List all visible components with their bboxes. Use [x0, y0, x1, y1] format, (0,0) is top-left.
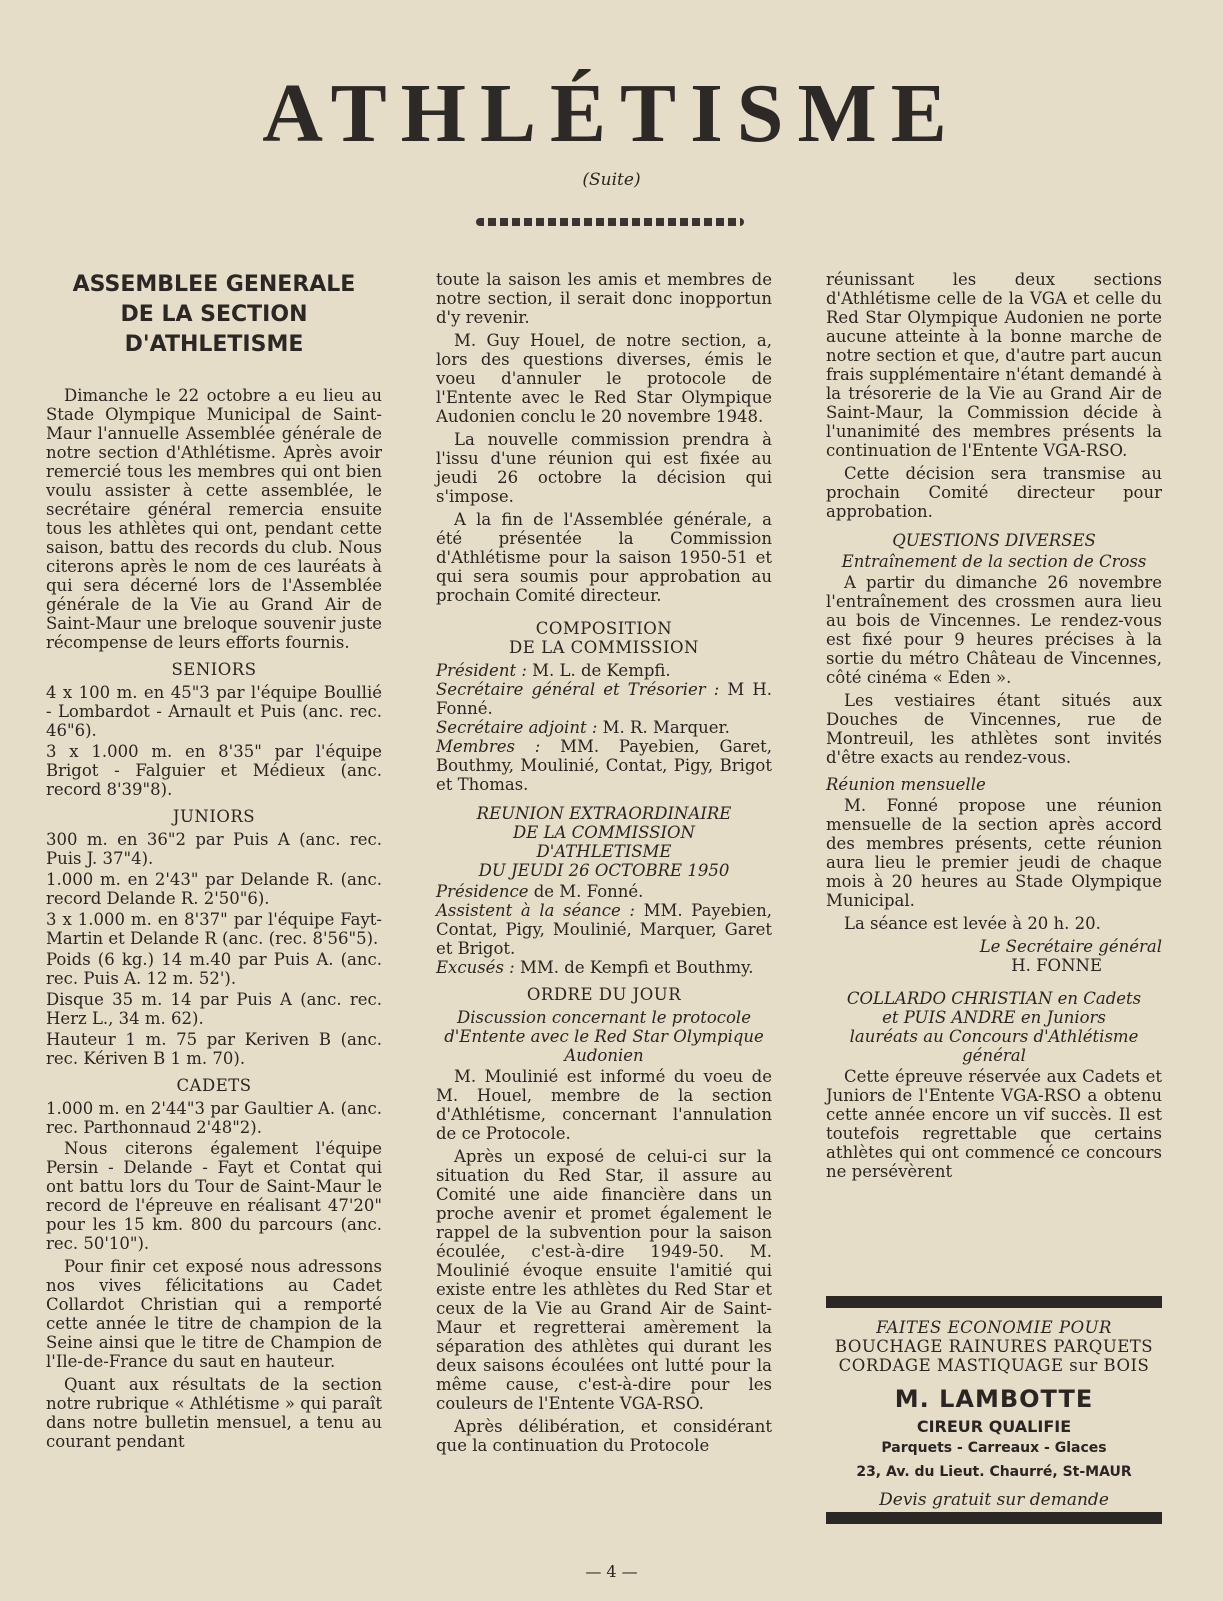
intro-paragraph: Dimanche le 22 octobre a eu lieu au Stade Olympique Municipal de Saint-Maur l'annuelle Assemblée générale de notre section d'Athlétisme. Après avoir remercié tous les membres qui ont bien voulu assister à cette assemblée, le secrétaire général remercia ensuite tous les athlètes qui ont, pendant cette saison, battu des records du club. Nous citerons après le nom de ces lauréats à qui sera décerné lors de l'Assemblée générale de la Vie au Grand Air de Saint-Maur une breloque souvenir juste récompense de leurs efforts fournis.: [46, 386, 382, 652]
excused-line: Excusés : MM. de Kempfi et Bouthmy.: [436, 958, 754, 977]
column-2: [436, 270, 772, 1459]
section-title: ASSEMBLEE GENERALE DE LA SECTION D'ATHLETISME: [72, 272, 356, 357]
adjoint-line: Secrétaire adjoint : M. R. Marquer.: [436, 718, 730, 737]
expose-paragraph: Après un exposé de celui-ci sur la situation du Red Star, il assure au Comité une aide financière dans un proche avenir et promet également le rappel de la subvention pour la saison écoulée, c'est-à-dire 1949-50. M. Moulinié évoque ensuite l'amitié qui existe entre les athlètes du Red Star et ceux de la Vie au Grand Air de Saint-Maur et regretterai amèrement la séparation des athlètes qui durant les deux saisons écoulées ont lutté pour la même cause, c'est-à-dire pour les couleurs de l'Entente VGA-RSO.: [436, 1147, 772, 1413]
cadets-record: 1.000 m. en 2'44"3 par Gaultier A. (anc. rec. Parthonnaud 2'48"2).: [46, 1099, 382, 1137]
president-line: Président : M. L. de Kempfi.: [436, 661, 671, 680]
meeting-heading: D'ATHLETISME: [536, 842, 672, 861]
ad-address: 23, Av. du Lieut. Chaurré, St-MAUR: [856, 1464, 1132, 1480]
juniors-heading: JUNIORS: [172, 807, 256, 826]
ad-service-line: CORDAGE MASTIQUAGE sur BOIS: [838, 1356, 1150, 1375]
laureates-heading: général: [962, 1046, 1026, 1065]
laureates-heading: COLLARDO CHRISTIAN en Cadets: [846, 989, 1142, 1008]
fonne-paragraph: M. Fonné propose une réunion mensuelle de la section après accord des membres présents, cette réunion aura lieu le premier jeudi de chaque mois à 20 heures au Stade Olympique Municipal.: [826, 796, 1162, 910]
meeting-heading: DU JEUDI 26 OCTOBRE 1950: [478, 861, 730, 880]
continued-paragraph: toute la saison les amis et membres de notre section, il serait donc inopportun d'y revenir.: [436, 270, 772, 327]
column-3: [826, 270, 1162, 1185]
page-title: ATHLÉTISME: [262, 67, 961, 160]
advertisement-box: [826, 1296, 1162, 1524]
juniors-record: 3 x 1.000 m. en 8'37" par l'équipe Fayt-Martin et Delande R (anc. (rec. 8'56"5).: [46, 910, 382, 948]
deliberation-paragraph: Après délibération, et considérant que la continuation du Protocole: [436, 1417, 772, 1455]
members-line: Membres : MM. Payebien, Garet, Bouthmy, Moulinié, Contat, Pigy, Brigot et Thomas.: [436, 737, 772, 794]
moulinie-paragraph: M. Moulinié est informé du voeu de M. Houel, membre de la section d'Athlétisme, concernant l'annulation de ce Protocole.: [436, 1067, 772, 1143]
discussion-heading: Discussion concernant le protocole d'Entente avec le Red Star Olympique Audonien: [444, 1008, 764, 1065]
juniors-record: 1.000 m. en 2'43" par Delande R. (anc. record Delande R. 2'50"6).: [46, 870, 382, 908]
laureates-heading: et PUIS ANDRE en Juniors: [882, 1008, 1106, 1027]
agenda-heading: ORDRE DU JOUR: [526, 985, 682, 1004]
attendees-line: Assistent à la séance : MM. Payebien, Contat, Pigy, Moulinié, Marquer, Garet et Brigot.: [436, 901, 772, 958]
ad-footer: Devis gratuit sur demande: [879, 1490, 1109, 1510]
laureates-heading: lauréats au Concours d'Athlétisme: [849, 1027, 1139, 1046]
signature-name: H. FONNE: [1011, 956, 1102, 975]
ad-headline: FAITES ECONOMIE POUR: [876, 1318, 1112, 1337]
seance-paragraph: La séance est levée à 20 h. 20.: [844, 914, 1101, 933]
composition-heading: COMPOSITION: [535, 619, 673, 638]
juniors-record: Disque 35 m. 14 par Puis A (anc. rec. Herz L., 34 m. 62).: [46, 990, 382, 1028]
meeting-heading: REUNION EXTRAORDINAIRE: [476, 804, 732, 823]
results-paragraph: Quant aux résultats de la section notre rubrique « Athlétisme » qui paraît dans notre bulletin mensuel, a tenu au courant pendant: [46, 1375, 382, 1451]
seniors-record: 4 x 100 m. en 45"3 par l'équipe Boullié - Lombardot - Arnault et Puis (anc. rec. 46"6).: [46, 683, 382, 740]
ad-services: Parquets - Carreaux - Glaces: [881, 1440, 1107, 1456]
meeting-heading: DE LA COMMISSION: [513, 823, 695, 842]
houel-paragraph: M. Guy Houel, de notre section, a, lors des questions diverses, émis le voeu d'annuler le protocole de l'Entente avec le Red Star Olympique Audonien conclu le 20 novembre 1948.: [436, 331, 772, 426]
seniors-record: 3 x 1.000 m. en 8'35" par l'équipe Brigot - Falguier et Médieux (anc. record 8'39"8).: [46, 742, 382, 799]
ad-service-line: BOUCHAGE RAINURES PARQUETS: [834, 1337, 1154, 1356]
epreuve-paragraph: Cette épreuve réservée aux Cadets et Juniors de l'Entente VGA-RSO a obtenu cette année encore un vif succès. Il est toutefois regrettable que certains athlètes qui ont commencé ce concours ne persévèrent: [826, 1067, 1162, 1181]
monthly-meeting-heading: Réunion mensuelle: [826, 775, 986, 794]
juniors-record: Hauteur 1 m. 75 par Keriven B (anc. rec. Kériven B 1 m. 70).: [46, 1030, 382, 1068]
cross-heading: Entraînement de la section de Cross: [841, 552, 1147, 571]
seniors-heading: SENIORS: [171, 660, 257, 679]
decision-paragraph: Cette décision sera transmise au prochain Comité directeur pour approbation.: [826, 464, 1162, 521]
questions-heading: QUESTIONS DIVERSES: [892, 531, 1096, 550]
juniors-record: Poids (6 kg.) 14 m.40 par Puis A. (anc. rec. Puis A. 12 m. 52').: [46, 950, 382, 988]
page-number: — 4 —: [585, 1562, 638, 1581]
secretary-line: Secrétaire général et Trésorier : M H. Fonné.: [436, 680, 772, 718]
ad-trade: CIREUR QUALIFIE: [916, 1417, 1072, 1436]
assembly-end-paragraph: A la fin de l'Assemblée générale, a été présentée la Commission d'Athlétisme pour la saison 1950-51 et qui sera soumis pour approbation au prochain Comité directeur.: [436, 510, 772, 605]
ad-business-name: M. LAMBOTTE: [894, 1385, 1094, 1413]
composition-heading: DE LA COMMISSION: [509, 638, 699, 657]
ornament-divider: [476, 218, 744, 226]
page-subtitle: (Suite): [582, 170, 641, 190]
persin-paragraph: Nous citerons également l'équipe Persin - Delande - Fayt et Contat qui ont battu lors du Tour de Saint-Maur le record de l'épreuve en réalisant 47'20" pour les 15 km. 800 du parcours (anc. rec. 50'10").: [46, 1139, 382, 1253]
commission-paragraph: La nouvelle commission prendra à l'issu d'une réunion qui est fixée au jeudi 26 octobre la décision qui s'impose.: [436, 430, 772, 506]
continued-paragraph: réunissant les deux sections d'Athlétisme celle de la VGA et celle du Red Star Olympique Audonien ne porte aucune atteinte à la bonne marche de notre section et que, d'autre part aucun frais supplémentaire n'étant demandé à la trésorerie de la Vie au Grand Air de Saint-Maur, la Commission décide à l'unanimité des membres présents la continuation de l'Entente VGA-RSO.: [826, 270, 1162, 460]
cross-paragraph: A partir du dimanche 26 novembre l'entraînement des crossmen aura lieu au bois de Vincennes. Le rendez-vous est fixé pour 9 heures précises à la sortie du métro Château de Vincennes, côté cinéma « Eden ».: [826, 573, 1162, 687]
final-paragraph: Pour finir cet exposé nous adressons nos vives félicitations au Cadet Collardot Christian qui a remporté cette année le titre de champion de la Seine ainsi que le titre de Champion de l'Ile-de-France du saut en hauteur.: [46, 1257, 382, 1371]
column-1: [46, 270, 382, 1455]
signature-title: Le Secrétaire général: [979, 937, 1162, 956]
vestiaires-paragraph: Les vestiaires étant situés aux Douches de Vincennes, rue de Montreuil, les athlètes sont invités d'être exacts au rendez-vous.: [826, 691, 1162, 767]
presidence-line: Présidence de M. Fonné.: [436, 882, 644, 901]
juniors-record: 300 m. en 36"2 par Puis A (anc. rec. Puis J. 37"4).: [46, 830, 382, 868]
cadets-heading: CADETS: [176, 1076, 252, 1095]
